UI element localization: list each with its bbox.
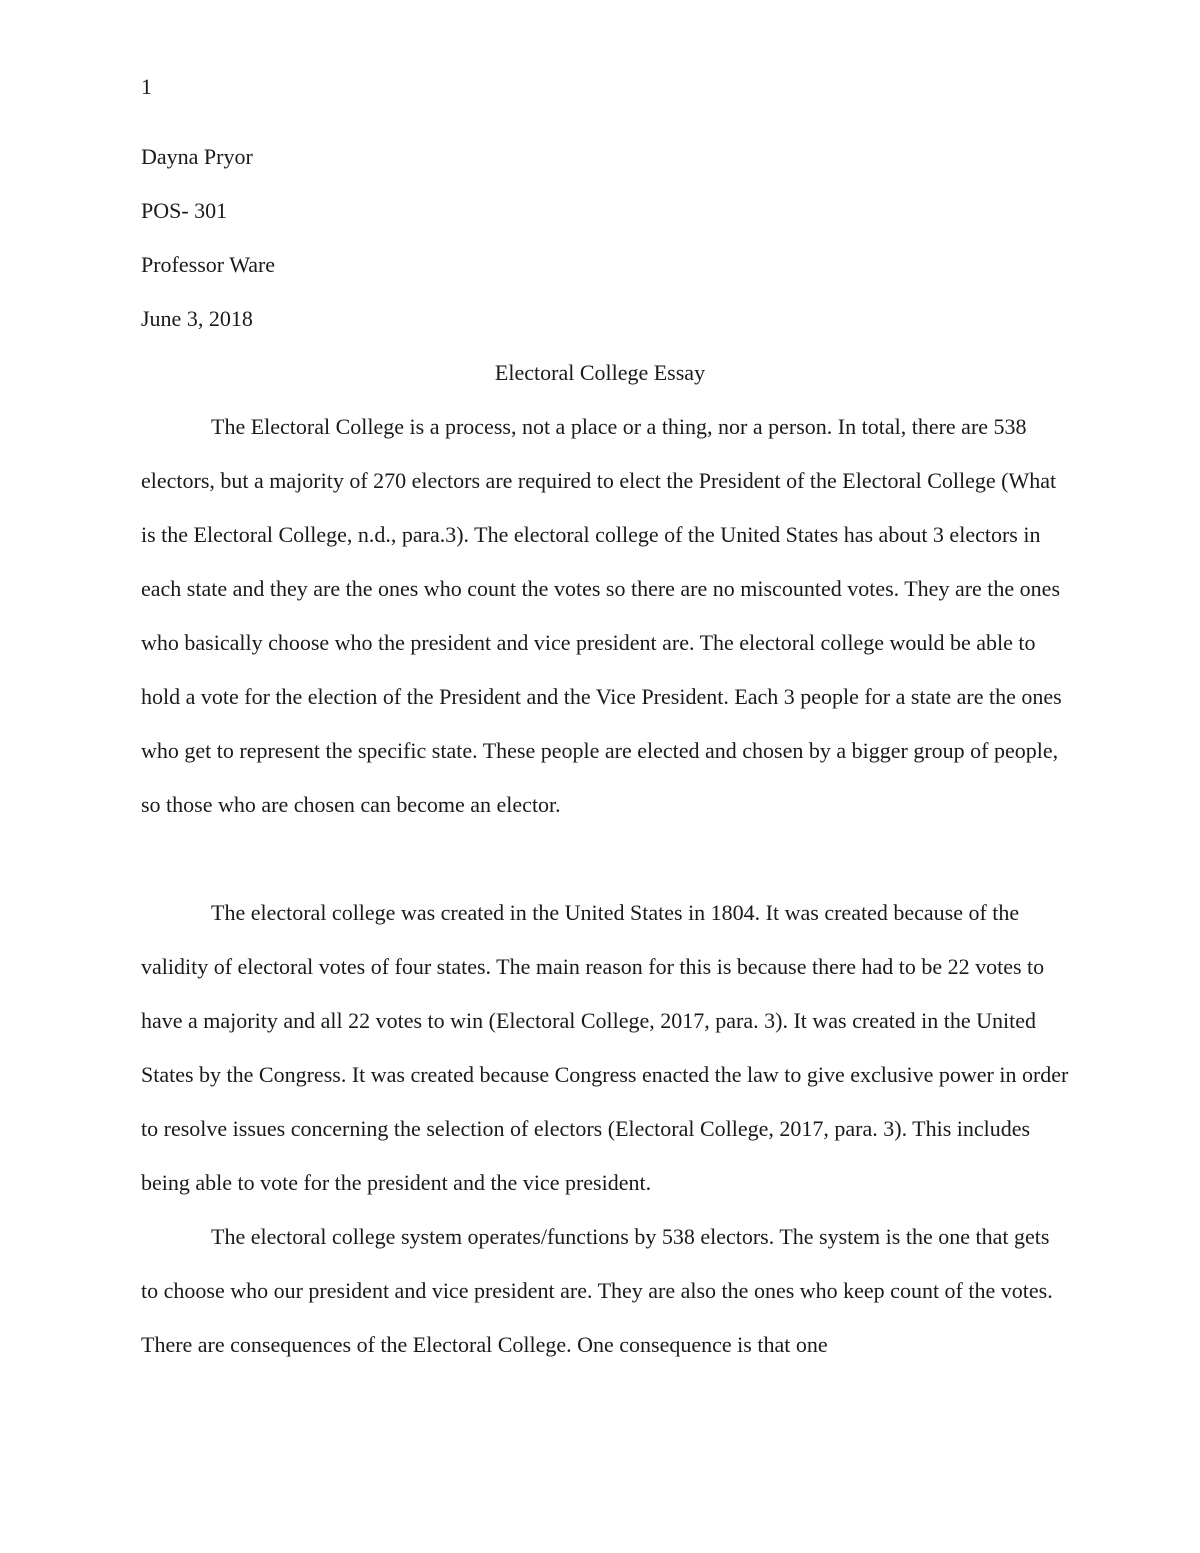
body-paragraph-1: The Electoral College is a process, not a place or a thing, nor a person. In total, there are 538 electors, but a majority of 270 electors are required to elect the President of the Electoral College (What is the Electoral College, n.d., para.3). The electoral college of the United States has about 3 electors in each state and they are the ones who count the votes so there are no miscounted votes. They are the ones who basically choose who the president and vice president are. The electoral college would be able to hold a vote for the election of the President and the Vice President. Each 3 people for a state are the ones who get to represent the specific state. These people are elected and chosen by a bigger group of people, so those who are chosen can become an elector. bbox=[141, 414, 1062, 817]
author-name: Dayna Pryor bbox=[141, 144, 253, 169]
essay-title: Electoral College Essay bbox=[494, 360, 706, 385]
body-paragraph-2: The electoral college was created in the United States in 1804. It was created because of the validity of electoral votes of four states. The main reason for this is because there had to be 22 votes to have a majority and all 22 votes to win (Electoral College, 2017, para. 3). It was created in the United States by the Congress. It was created because Congress enacted the law to give exclusive power in order to resolve issues concerning the selection of electors (Electoral College, 2017, para. 3). This includes being able to vote for the president and the vice president. bbox=[141, 900, 1069, 1195]
body-paragraph-3: The electoral college system operates/functions by 538 electors. The system is the one that gets to choose who our president and vice president are. They are also the ones who keep count of the votes. There are consequences of the Electoral College. One consequence is that one bbox=[141, 1224, 1053, 1357]
course-code: POS- 301 bbox=[141, 198, 228, 223]
professor-name: Professor Ware bbox=[141, 252, 276, 277]
page-number: 1 bbox=[141, 74, 152, 99]
document-date: June 3, 2018 bbox=[141, 306, 253, 331]
